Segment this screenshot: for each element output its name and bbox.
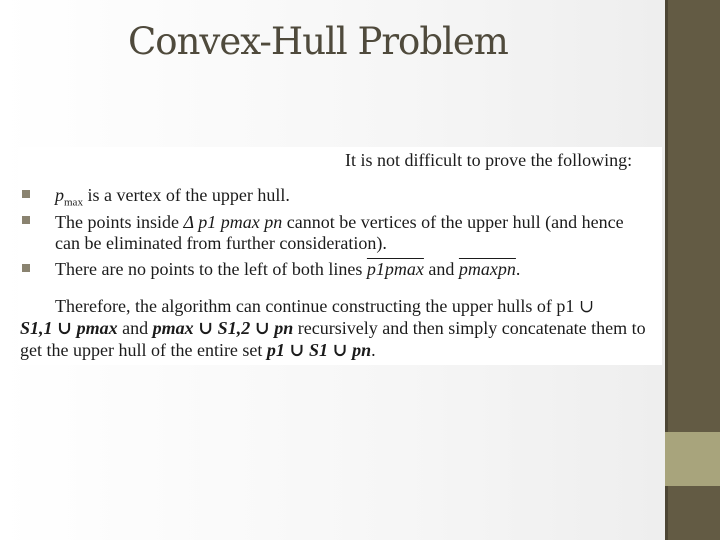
para-math-b3: p1 ∪ S1 ∪ pn [266, 340, 372, 360]
side-bar-accent [665, 432, 720, 486]
bullet-item-3 [55, 259, 520, 279]
bullet-item-2-line-2: can be eliminated from further consideration). [55, 233, 387, 253]
bullet-item-2 [55, 212, 624, 232]
bullet-3-end: . [515, 259, 521, 279]
para-line-1: Therefore, the algorithm can continue constructing the upper hulls of p1 ∪ [55, 296, 594, 316]
bullet-3-text-a: There are no points to the left of both lines [55, 259, 367, 279]
bullet-icon [22, 190, 30, 198]
bullet-2-text-b: cannot be vertices of the upper hull (and hence [282, 212, 624, 232]
para-text-a3: get the upper hull of the entire set [20, 340, 267, 360]
para-line-3 [20, 340, 376, 360]
bullet-icon [22, 264, 30, 272]
pmax-sub: max [64, 196, 83, 209]
para-line-2 [20, 318, 646, 338]
bullet-1-text: is a vertex of the upper hull. [82, 185, 290, 205]
slide-title: Convex-Hull Problem [128, 20, 508, 63]
triangle-math: Δ p1 pmax pn [183, 212, 283, 232]
para-text-b: and [117, 318, 153, 338]
bullet-item-1 [55, 185, 290, 213]
para-math-a: S1,1 ∪ pmax [20, 318, 118, 338]
para-text-c3: . [371, 340, 376, 360]
bullet-3-text-b: and [423, 259, 459, 279]
para-text-d: recursively and then simply concatenate them to [293, 318, 646, 338]
bullet-2-text-a: The points inside [55, 212, 184, 232]
bullet-icon [22, 216, 30, 224]
line-pmax-pn: pmaxpn [458, 259, 516, 279]
intro-text: It is not difficult to prove the following: [345, 150, 633, 170]
pmax-math: p [55, 185, 64, 205]
line-p1-pmax: p1pmax [366, 259, 424, 279]
para-math-c: pmax ∪ S1,2 ∪ pn [152, 318, 294, 338]
